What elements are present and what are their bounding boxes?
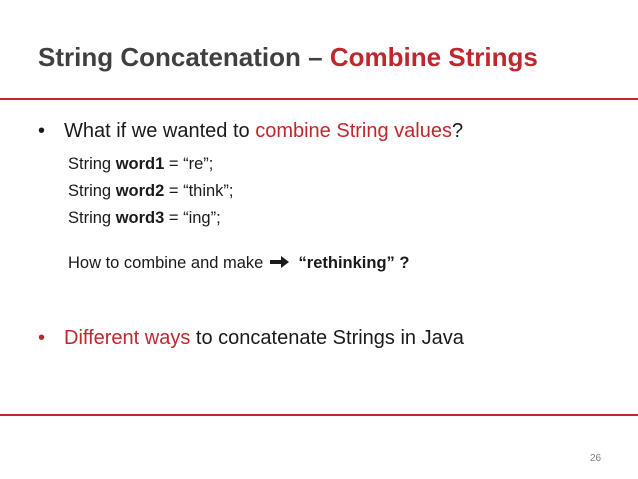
- code-keyword: String: [68, 155, 116, 173]
- bullet-item-2: [38, 327, 464, 350]
- slide-title: [38, 42, 538, 73]
- bullet-text: What if we wanted to: [64, 120, 256, 142]
- bullet-text-end: ?: [451, 120, 464, 142]
- code-keyword: String: [68, 182, 116, 200]
- bullet-text: to concatenate Strings in Java: [190, 327, 464, 349]
- code-keyword: String: [68, 209, 116, 227]
- code-variable: word2: [115, 182, 165, 200]
- title-accent: Combine Strings: [329, 42, 538, 72]
- code-value: = “re”;: [164, 155, 214, 173]
- code-variable: word3: [115, 209, 165, 227]
- code-line-3: [68, 209, 221, 228]
- question-result: “rethinking” ?: [298, 254, 410, 272]
- footer-divider: [0, 414, 638, 416]
- bullet-marker: •: [38, 120, 46, 142]
- title-main: String Concatenation –: [38, 42, 330, 72]
- question-text: How to combine and make: [68, 254, 264, 272]
- title-divider: [0, 98, 638, 100]
- code-line-2: [68, 182, 234, 201]
- code-variable: word1: [115, 155, 165, 173]
- code-value: = “ing”;: [164, 209, 221, 227]
- right-arrow-icon: [270, 254, 290, 273]
- question-line: [68, 254, 409, 273]
- page-number: 26: [590, 453, 602, 464]
- code-value: = “think”;: [164, 182, 234, 200]
- code-line-1: [68, 155, 213, 174]
- bullet-item-1: [38, 120, 463, 143]
- bullet-highlight: combine String values: [255, 120, 452, 142]
- bullet-marker: •: [38, 327, 46, 349]
- bullet-highlight: Different ways: [64, 327, 191, 349]
